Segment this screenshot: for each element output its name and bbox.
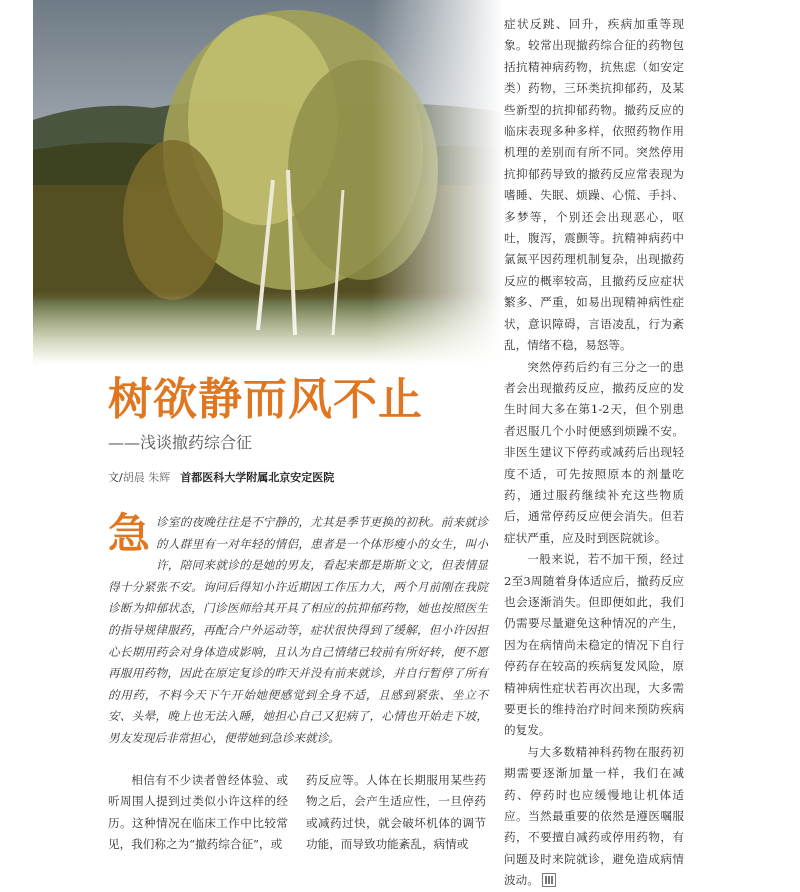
drop-cap: 急 <box>108 509 151 558</box>
paragraph: 症状反跳、回升，疾病加重等现象。较常出现撤药综合征的药物包括抗精神病药物，抗焦虑（如安定类）药物，三环类抗抑郁药，及某些新型的抗抑郁药物。撤药反应的临床表现多种多样，依照药物作用机理的差别而有所不同。突然停用抗抑郁药导致的撤药反应常表现为嗜睡、失眠、烦躁、心慌、手抖、多梦等，个别还会出现恶心，呕吐，腹泻，震颤等。抗精神病药中氯氮平因药理机制复杂，出现撤药反应的概率较高，且撤药反应症状繁多、严重，如易出现精神病性症状，意识障碍，言语凌乱，行为紊乱，情绪不稳，易怒等。 <box>504 17 684 353</box>
paragraph: 一般来说，若不加干预，经过2至3周随着身体适应后，撤药反应也会逐渐消失。但即便如此，我们仍需要尽量避免这种情况的产生，因为在病情尚未稳定的情况下自行停药存在较高的疾病复发风险，原精神病性症状若再次出现，大多需要更长的维持治疗时间来预防疾病的复发。 <box>504 552 684 738</box>
header-photo <box>33 0 503 365</box>
paragraph <box>504 742 684 892</box>
article-subtitle: ——浅谈撤药综合征 <box>108 433 253 452</box>
article-title: 树欲静而风不止 <box>108 374 423 425</box>
byline-prefix: 文/ <box>108 471 123 484</box>
intro-text: 诊室的夜晚往往是不宁静的，尤其是季节更换的初秋。前来就诊的人群里有一对年轻的情侣，患者是一个体形瘦小的女生，叫小许，陪同来就诊的是她的男友，看起来都是斯斯文文，但表情显得十分紧张不安。询问后得知小许近期因工作压力大，两个月前刚在我院诊断为抑郁状态，门诊医师给其开具了相应的抗抑郁药物，她也按照医生的指导规律服药，再配合户外运动等，症状很快得到了缓解，但小许因担心长期用药会对身体造成影响，且认为自己情绪已较前有所好转，便不愿再服用药物，因此在原定复诊的昨天并没有前来就诊，并自行暂停了所有的用药，不料今天下午开始她便感觉到全身不适，且感到紧张、坐立不安、头晕，晚上也无法入睡，她担心自己又犯病了，心情也开始走下坡，男友发现后非常担心，便带她到急诊来就诊。 <box>108 515 488 745</box>
paragraph-text: 与大多数精神科药物在服药初期需要逐渐加量一样，我们在减药、停药时也应缓慢地让机体适应。当然最重要的依然是遵医嘱服药，不要擅自减药或停用药物，有问题及时来院就诊，避免造成病情波动。 <box>504 744 684 888</box>
paragraph: 突然停药后约有三分之一的患者会出现撤药反应，撤药反应的发生时间大多在第1-2天，但个别患者迟服几个小时便感到烦躁不安。非医生建议下停药或减药后出现轻度不适，可先按照原本的剂量吃药，通过服药继续补充这些物质后，通常停药反应便会消失。但若症状严重，应及时到医院就诊。 <box>504 359 684 545</box>
byline <box>108 470 334 486</box>
paragraph: 药反应等。人体在长期服用某些药物之后，会产生适应性，一旦停药或减药过快，就会破坏机体的调节功能，而导致功能紊乱，病情或 <box>306 773 486 852</box>
intro-paragraph <box>108 509 488 750</box>
paragraph: 相信有不少读者曾经体验、或听周围人提到过类似小许这样的经历。这种情况在临床工作中比较常见，我们称之为“撤药综合征”，或 <box>108 773 288 852</box>
end-mark-icon <box>542 873 556 887</box>
body-column-3 <box>504 14 684 892</box>
body-column-2 <box>306 770 486 856</box>
byline-institution: 首都医科大学附属北京安定医院 <box>180 471 335 484</box>
body-column-1 <box>108 770 288 856</box>
byline-authors: 胡晨 朱辉 <box>122 471 171 484</box>
